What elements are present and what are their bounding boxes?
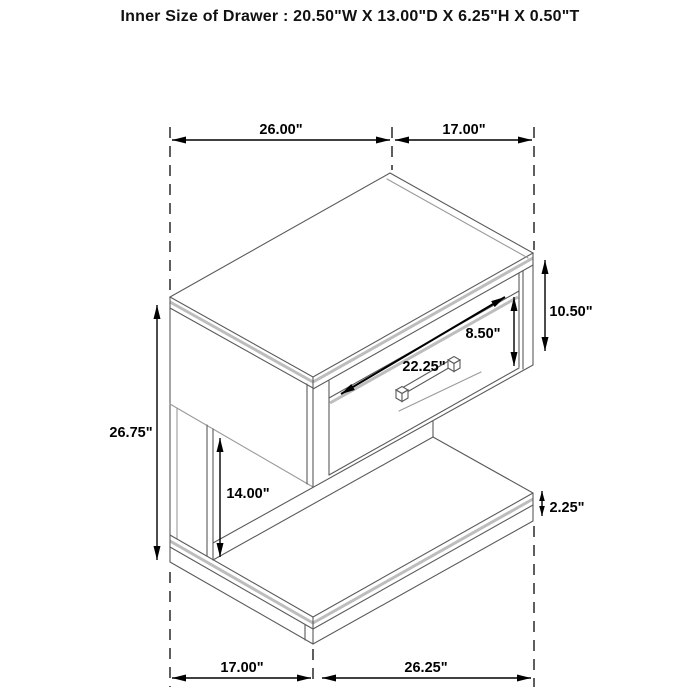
dim-label-drawer-face-width: 22.25"	[402, 359, 446, 375]
dim-base-width	[322, 660, 531, 682]
dim-label-shelf-clearance: 14.00"	[226, 486, 270, 502]
dim-label-overall-height: 26.75"	[109, 425, 153, 441]
dim-base-thickness	[539, 491, 584, 516]
dim-overall-height	[109, 305, 160, 560]
dim-label-drawer-face-height: 8.50"	[465, 326, 501, 342]
dim-top-depth	[395, 122, 532, 144]
dim-label-base-thickness: 2.25"	[549, 500, 585, 516]
left-leg-panel	[177, 408, 213, 560]
dim-shelf-clearance	[217, 438, 270, 557]
cabinet-top	[170, 173, 533, 389]
dim-label-base-width: 26.25"	[404, 660, 448, 676]
dim-base-depth	[172, 660, 311, 682]
dim-label-cabinet-height: 10.50"	[549, 304, 593, 320]
dim-drawer-face-height	[465, 297, 517, 366]
dim-cabinet-height	[542, 260, 593, 351]
nightstand	[170, 173, 533, 644]
base-platform	[170, 493, 533, 644]
dim-label-top-width: 26.00"	[259, 122, 303, 138]
dim-label-top-depth: 17.00"	[442, 122, 486, 138]
diagram-title: Inner Size of Drawer : 20.50"W X 13.00"D X 6.25"H X 0.50"T	[120, 8, 580, 25]
dim-label-base-depth: 17.00"	[220, 660, 264, 676]
dim-top-width	[172, 122, 390, 144]
